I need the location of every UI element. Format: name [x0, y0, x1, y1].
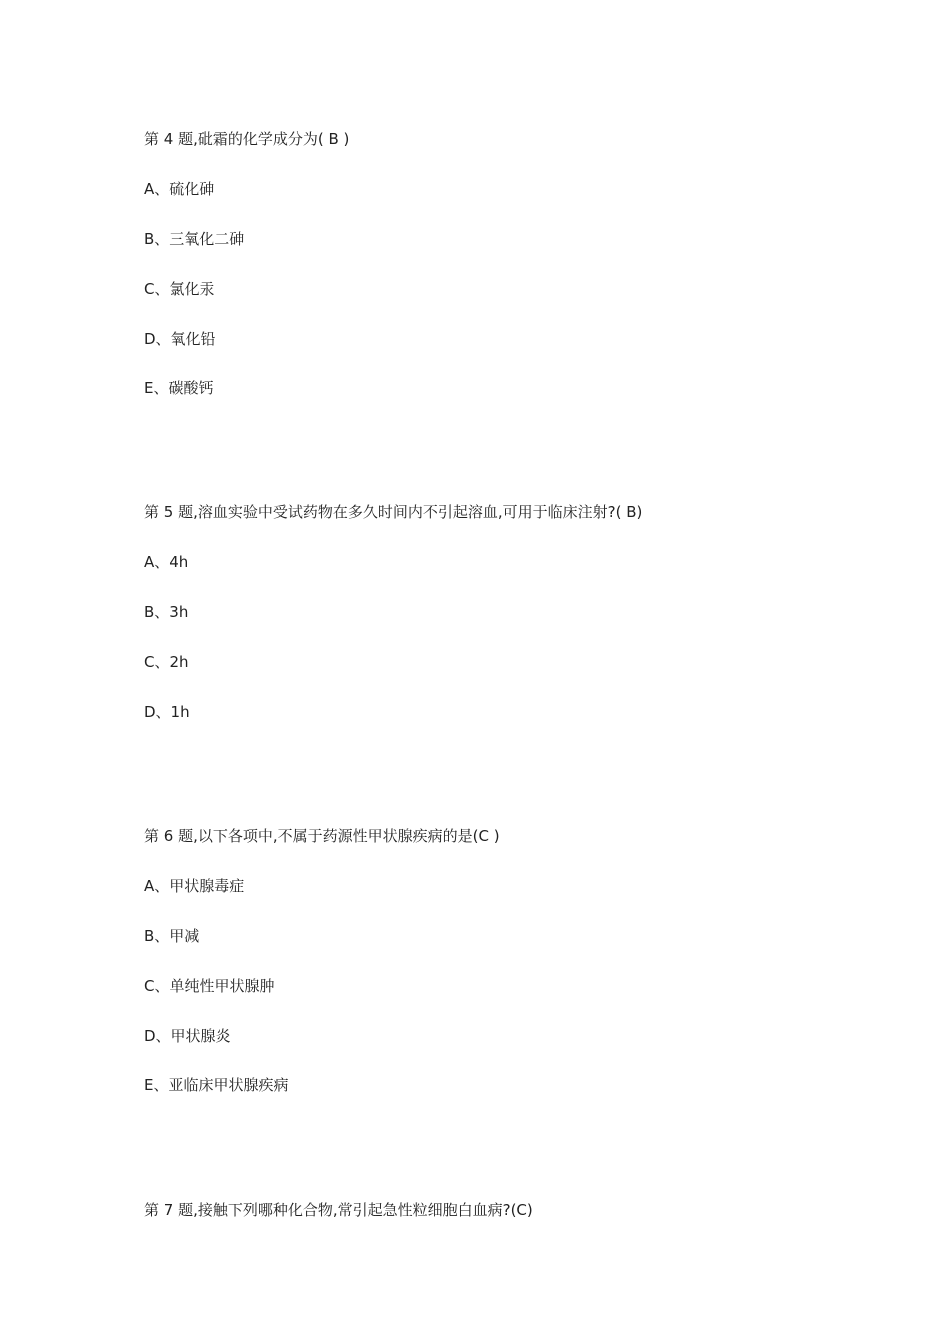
question-4-stem: 第 4 题,砒霜的化学成分为( B ): [144, 130, 350, 148]
question-6-option-c: C、单纯性甲状腺肿: [144, 977, 275, 995]
question-4-option-a: A、硫化砷: [144, 180, 215, 198]
question-4-option-e: E、碳酸钙: [144, 379, 214, 397]
question-5-option-d: D、1h: [144, 703, 190, 721]
question-6-option-b: B、甲减: [144, 927, 200, 945]
question-4-option-b: B、三氧化二砷: [144, 230, 245, 248]
question-6-option-e: E、亚临床甲状腺疾病: [144, 1076, 289, 1094]
question-5-option-b: B、3h: [144, 603, 189, 621]
question-5-stem: 第 5 题,溶血实验中受试药物在多久时间内不引起溶血,可用于临床注射?( B): [144, 503, 643, 521]
question-6-option-d: D、甲状腺炎: [144, 1027, 231, 1045]
question-6-stem: 第 6 题,以下各项中,不属于药源性甲状腺疾病的是(C ): [144, 827, 500, 845]
question-5-option-a: A、4h: [144, 553, 189, 571]
question-6-option-a: A、甲状腺毒症: [144, 877, 245, 895]
question-7-stem: 第 7 题,接触下列哪种化合物,常引起急性粒细胞白血病?(C): [144, 1201, 533, 1219]
question-4-option-d: D、氧化铅: [144, 330, 216, 348]
question-5-option-c: C、2h: [144, 653, 189, 671]
question-4-option-c: C、氯化汞: [144, 280, 215, 298]
